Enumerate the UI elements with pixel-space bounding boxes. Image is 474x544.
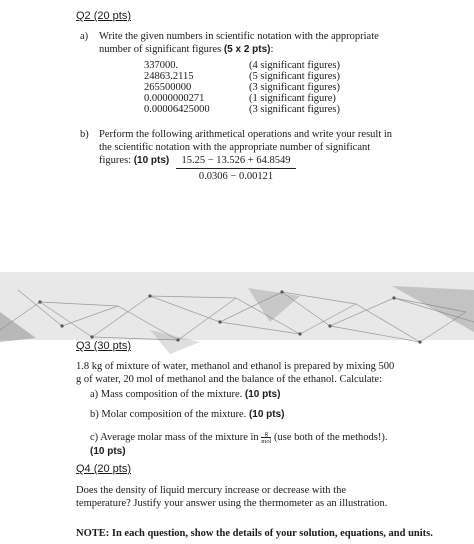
q2a-number-2: 24863.2115 (144, 71, 194, 82)
q3b (90, 408, 285, 421)
q2b-fraction (176, 155, 296, 182)
q3b-label: b) (90, 409, 99, 420)
q4-text: Does the density of liquid mercury increase or decrease with the temperature? Justify your answer using the thermometer as an illustration. (76, 485, 388, 509)
q3a-points: (10 pts) (244, 389, 281, 400)
q2a-text (99, 30, 399, 56)
q2b-denominator: 0.0306 − 0.00121 (198, 171, 274, 182)
q3c-unit (261, 430, 271, 445)
q2b-numerator: 15.25 − 13.526 + 64.8549 (181, 155, 291, 166)
q3b-points: (10 pts) (248, 409, 285, 420)
q3-heading: Q3 (30 pts) (76, 340, 132, 352)
q2a-number-1: 337000. (144, 60, 179, 71)
q2a-figure-1: (4 significant figures) (249, 60, 340, 71)
q2-heading: Q2 (20 pts) (76, 10, 132, 22)
q3c-text-2: (use both of the methods!). (274, 431, 388, 443)
network-pattern-decoration (0, 282, 474, 372)
q2b-points: (10 pts) (133, 155, 170, 166)
q3a-label: a) (90, 389, 99, 400)
q2a-instruction: Write the given numbers in scientific notation with the appropriate number of significant figures (99, 31, 379, 55)
note: NOTE: In each question, show the details of your solution, equations, and units. (76, 528, 433, 539)
q3-intro: 1.8 kg of mixture of water, methanol and ethanol is prepared by mixing 500 g of water, 20 mol of methanol and the balance of the ethanol. Calculate: (76, 361, 395, 385)
q2a-label: a) (80, 31, 89, 42)
q2b-label: b) (80, 129, 89, 140)
q2a-figure-2: (5 significant figures) (249, 71, 340, 82)
q3c-label: c) (90, 431, 99, 443)
page-lower (0, 282, 474, 544)
q3c (90, 430, 400, 458)
q4-heading: Q4 (20 pts) (76, 463, 132, 475)
q2a-number-4: 0.0000000271 (144, 93, 205, 104)
q3c-unit-num: g (261, 430, 271, 438)
q3c-unit-den: mol (261, 438, 272, 445)
q2a-number-list (144, 60, 210, 115)
q2a-figure-list (249, 60, 340, 115)
q2a-points: (5 x 2 pts) (223, 44, 271, 55)
q3b-text: Molar composition of the mixture. (101, 409, 247, 420)
q2a-number-3: 265500000 (144, 82, 192, 93)
fraction-bar (176, 168, 296, 169)
q2a-number-5: 0.00006425000 (144, 104, 210, 115)
page-separator (0, 272, 474, 282)
q2b-instruction: Perform the following arithmetical operations and write your result in the scientific notation with the appropriate number of significant figures: (99, 129, 393, 166)
q2a-figure-3: (3 significant figures) (249, 82, 340, 93)
q2a-figure-4: (1 significant figure) (249, 93, 336, 104)
q2a-figure-5: (3 significant figures) (249, 104, 340, 115)
q3c-text-1: Average molar mass of the mixture in (100, 431, 259, 443)
q3a (90, 388, 280, 401)
q2a-colon: : (270, 44, 274, 55)
q3a-text: Mass composition of the mixture. (100, 389, 243, 400)
q3c-points: (10 pts) (90, 446, 126, 457)
